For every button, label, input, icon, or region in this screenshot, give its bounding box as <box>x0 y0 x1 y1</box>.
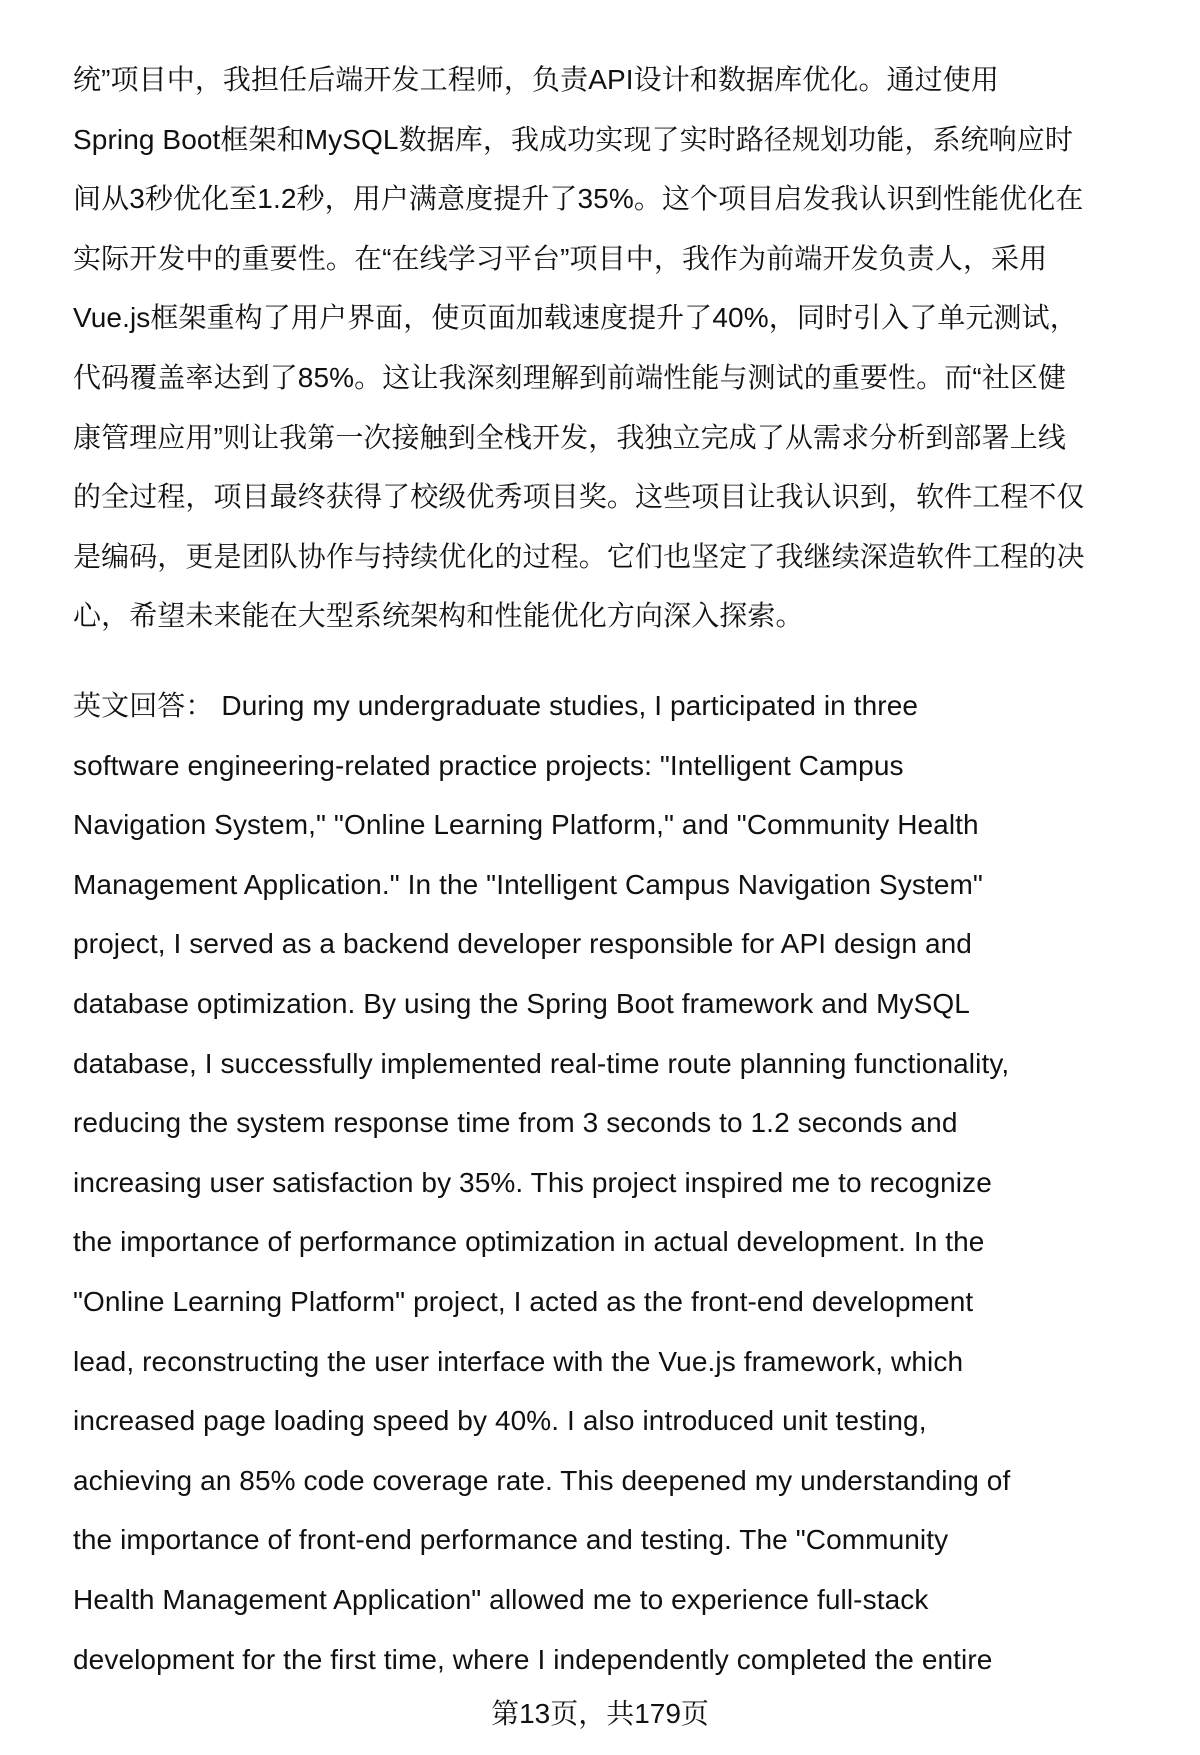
text-line: database, I successfully implemented real-time route planning functionality, <box>73 1047 1010 1079</box>
text-line: software engineering-related practice projects: "Intelligent Campus <box>73 749 904 781</box>
text-line: 实际开发中的重要性。在“在线学习平台”项目中，我作为前端开发负责人，采用 <box>73 242 1048 274</box>
text-line: 间从3秒优化至1.2秒，用户满意度提升了35%。这个项目启发我认识到性能优化在 <box>73 183 1084 215</box>
text-line: Management Application." In the "Intelligent Campus Navigation System" <box>73 868 983 900</box>
text-line: 的全过程，项目最终获得了校级优秀项目奖。这些项目让我认识到，软件工程不仅 <box>73 481 1085 513</box>
text-line: achieving an 85% code coverage rate. This deepened my understanding of <box>73 1464 1011 1496</box>
text-line: 是编码，更是团队协作与持续优化的过程。它们也坚定了我继续深造软件工程的决 <box>73 540 1085 572</box>
text-line: the importance of performance optimization in actual development. In the <box>73 1226 985 1258</box>
english-answer-paragraph <box>73 676 1163 1689</box>
page-indicator: 第13页，共179页 <box>491 1698 709 1729</box>
text-line: Vue.js框架重构了用户界面，使页面加载速度提升了40%，同时引入了单元测试， <box>73 302 1078 334</box>
chinese-answer-paragraph <box>73 50 1163 646</box>
text-line: 心，希望未来能在大型系统架构和性能优化方向深入探索。 <box>73 600 804 632</box>
text-line: increasing user satisfaction by 35%. This project inspired me to recognize <box>73 1166 992 1198</box>
text-line: Navigation System," "Online Learning Platform," and "Community Health <box>73 809 979 841</box>
text-line: the importance of front-end performance and testing. The "Community <box>73 1524 949 1556</box>
text-line: project, I served as a backend developer responsible for API design and <box>73 928 972 960</box>
text-line: increased page loading speed by 40%. I also introduced unit testing, <box>73 1405 927 1437</box>
text-line: database optimization. By using the Spring Boot framework and MySQL <box>73 987 970 1019</box>
text-line: lead, reconstructing the user interface with the Vue.js framework, which <box>73 1345 964 1377</box>
text-line: 代码覆盖率达到了85%。这让我深刻理解到前端性能与测试的重要性。而“社区健 <box>73 361 1067 393</box>
text-line: reducing the system response time from 3 seconds to 1.2 seconds and <box>73 1107 958 1139</box>
text-line: Spring Boot框架和MySQL数据库，我成功实现了实时路径规划功能，系统响应时 <box>73 123 1073 155</box>
text-line: Health Management Application" allowed me to experience full-stack <box>73 1583 929 1615</box>
text-line: 英文回答： During my undergraduate studies, I participated in three <box>73 690 919 721</box>
text-line: 统”项目中，我担任后端开发工程师，负责API设计和数据库优化。通过使用 <box>73 64 999 95</box>
text-line: "Online Learning Platform" project, I acted as the front-end development <box>73 1285 974 1317</box>
text-line: 康管理应用”则让我第一次接触到全栈开发，我独立完成了从需求分析到部署上线 <box>73 421 1066 453</box>
text-line: development for the first time, where I independently completed the entire <box>73 1643 993 1675</box>
